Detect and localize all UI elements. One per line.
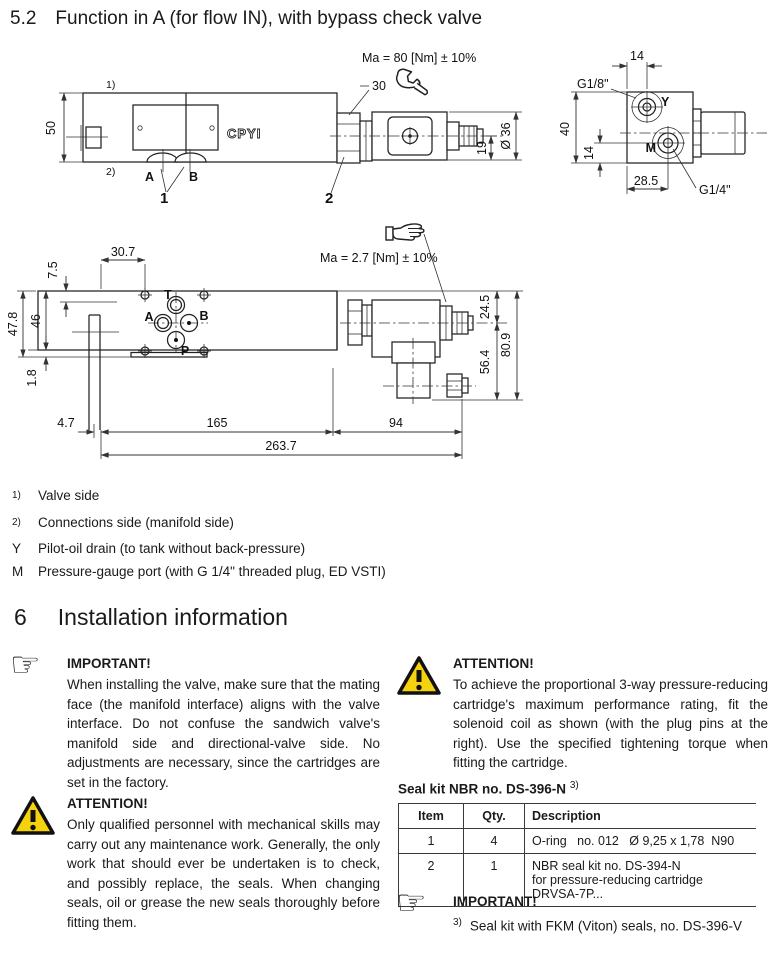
- dim-dia-36: Ø 36: [499, 122, 513, 150]
- port-p-label: P: [180, 344, 190, 358]
- torque-spec-label: Ma = 80 [Nm] ± 10%: [362, 51, 477, 65]
- legend-key-y: Y: [12, 541, 22, 556]
- page-title: [10, 8, 482, 30]
- dim-50: 50: [44, 121, 58, 135]
- figure-legend: [12, 488, 386, 587]
- hand-icon-leader-line: [424, 234, 446, 302]
- cell-qty: 4: [464, 828, 525, 853]
- legend-text-2: Connections side (manifold side): [38, 514, 234, 530]
- dim-80-9: 80.9: [499, 332, 513, 358]
- warning-triangle-icon: [10, 795, 56, 837]
- cell-item: 1: [399, 828, 464, 853]
- dim-263-7: 263.7: [265, 439, 297, 453]
- seal-kit-title: Seal kit NBR no. DS-396-N $^{3)}$: [398, 780, 579, 797]
- figure-valve-bottom-view: [0, 218, 769, 470]
- dim-47-8: 47.8: [6, 311, 20, 337]
- section-number: 5.2: [10, 8, 37, 29]
- dim-24-5: 24.5: [478, 294, 492, 320]
- wrench-size-label: 30: [372, 79, 386, 93]
- legend-item-port-m: [12, 564, 386, 580]
- col-item: Item: [399, 803, 464, 828]
- dim-7-5: 7.5: [46, 261, 60, 279]
- footnote-mark-3: 3): [569, 780, 579, 791]
- legend-text-m: Pressure-gauge port (with G 1/4" threaded plug, ED VSTI): [38, 564, 386, 579]
- callout-1: 1: [160, 190, 169, 207]
- table-header-row: [399, 803, 757, 828]
- dim-14-top: 14: [630, 49, 644, 63]
- dim-1-8: 1.8: [25, 369, 39, 387]
- port-thread-g18-label: G1/8": [577, 77, 609, 91]
- note-body: When installing the valve, make sure that the mating face (the manifold interface) aligns with the valve interface. Do not confuse the sandwich valve's manifold side and directional-valve side. No adjustments are necessary, since the cartridges are set in the factory.: [67, 677, 380, 790]
- dim-28-5: 28.5: [633, 174, 659, 188]
- note-title: ATTENTION!: [67, 796, 148, 811]
- port-b-label: B: [189, 170, 199, 184]
- cell-description: O-ring no. 012 Ø 9,25 x 1,78 N90: [532, 833, 735, 848]
- footnote-mark-valve-side: 1): [106, 79, 116, 91]
- wrench-icon: [394, 68, 431, 95]
- brand-logo: CPYI: [227, 126, 262, 141]
- footnote-mark-3: 3): [453, 917, 462, 928]
- dim-14-left: 14: [582, 146, 596, 160]
- legend-key-2: 2): [12, 516, 21, 528]
- hand-tighten-icon: [386, 224, 424, 240]
- figure2-dimensions: [17, 260, 523, 459]
- port-y-label: Y: [661, 95, 670, 109]
- cell-qty: 1: [464, 853, 525, 906]
- port-b-label: B: [199, 309, 209, 323]
- col-description: Description: [525, 803, 757, 828]
- dim-46: 46: [29, 314, 43, 328]
- cell-description-line2: for pressure-reducing cartridge DRVSA-7P...: [532, 872, 707, 901]
- cell-item: 2: [399, 853, 464, 906]
- table-row: [399, 828, 757, 853]
- legend-item-valve-side: [12, 488, 386, 508]
- section-title: Function in A (for flow IN), with bypass check valve: [55, 8, 483, 29]
- legend-key-m: M: [12, 564, 24, 579]
- pointing-hand-icon: ☞: [396, 884, 427, 922]
- footnote-mark-connection-side: 2): [106, 166, 116, 178]
- note-body: Only qualified personnel with mechanical skills may carry out any maintenance work. Generally, the only work that should ever be undertaken is to check, and possibly replace, the seals. When changing seals, oil or grease the new seals thoroughly before fitting them.: [67, 817, 380, 930]
- cell-description-line1: NBR seal kit no. DS-394-N: [532, 858, 681, 873]
- note-body: $^{3)}$ Seal kit with FKM (Viton) seals, no. DS-396-V: [453, 917, 743, 934]
- port-a-label: A: [145, 170, 155, 184]
- dim-30-7: 30.7: [110, 245, 136, 259]
- col-qty: Qty.: [464, 803, 525, 828]
- callout-2: 2: [325, 190, 334, 207]
- dim-4-7: 4.7: [57, 416, 75, 430]
- dim-94: 94: [389, 416, 403, 430]
- legend-text-y: Pilot-oil drain (to tank without back-pressure): [38, 541, 306, 556]
- legend-item-connections-side: [12, 515, 386, 535]
- legend-key-1: 1): [12, 490, 21, 501]
- note-body: To achieve the proportional 3-way pressure-reducing cartridge's maximum performance rating, fit the solenoid coil as shown (with the plug pins at the right). Use the specified tightening torque when fitting the cartridge.: [453, 677, 768, 770]
- warning-triangle-icon: [396, 655, 442, 697]
- dim-40: 40: [558, 122, 572, 136]
- section-6-title: Installation information: [57, 604, 288, 630]
- port-thread-g14-label: G1/4": [699, 183, 731, 197]
- note-title: IMPORTANT!: [67, 656, 151, 671]
- note-important-installation: [10, 646, 380, 792]
- note-attention-maintenance: [10, 795, 380, 932]
- pointing-hand-icon: ☞: [10, 646, 41, 684]
- port-m-label: M: [645, 141, 656, 155]
- port-a-label: A: [144, 310, 154, 324]
- legend-text-1: Valve side: [38, 488, 100, 503]
- torque-spec-label: Ma = 2.7 [Nm] ± 10%: [320, 251, 438, 265]
- dim-56-4: 56.4: [478, 349, 492, 375]
- note-title: ATTENTION!: [453, 656, 534, 671]
- dim-165: 165: [206, 416, 228, 430]
- dim-19: 19: [475, 141, 489, 155]
- figure-valve-side-and-end-view: [0, 45, 769, 220]
- port-t-label: T: [164, 288, 172, 302]
- section-6-number: 6: [14, 604, 27, 630]
- valve-body-side-view: [66, 93, 337, 172]
- valve-end-view: [594, 91, 767, 189]
- section-6-heading: [14, 604, 288, 631]
- note-title: IMPORTANT!: [453, 894, 537, 909]
- note-attention-solenoid: [396, 655, 768, 773]
- legend-item-port-y: [12, 541, 386, 557]
